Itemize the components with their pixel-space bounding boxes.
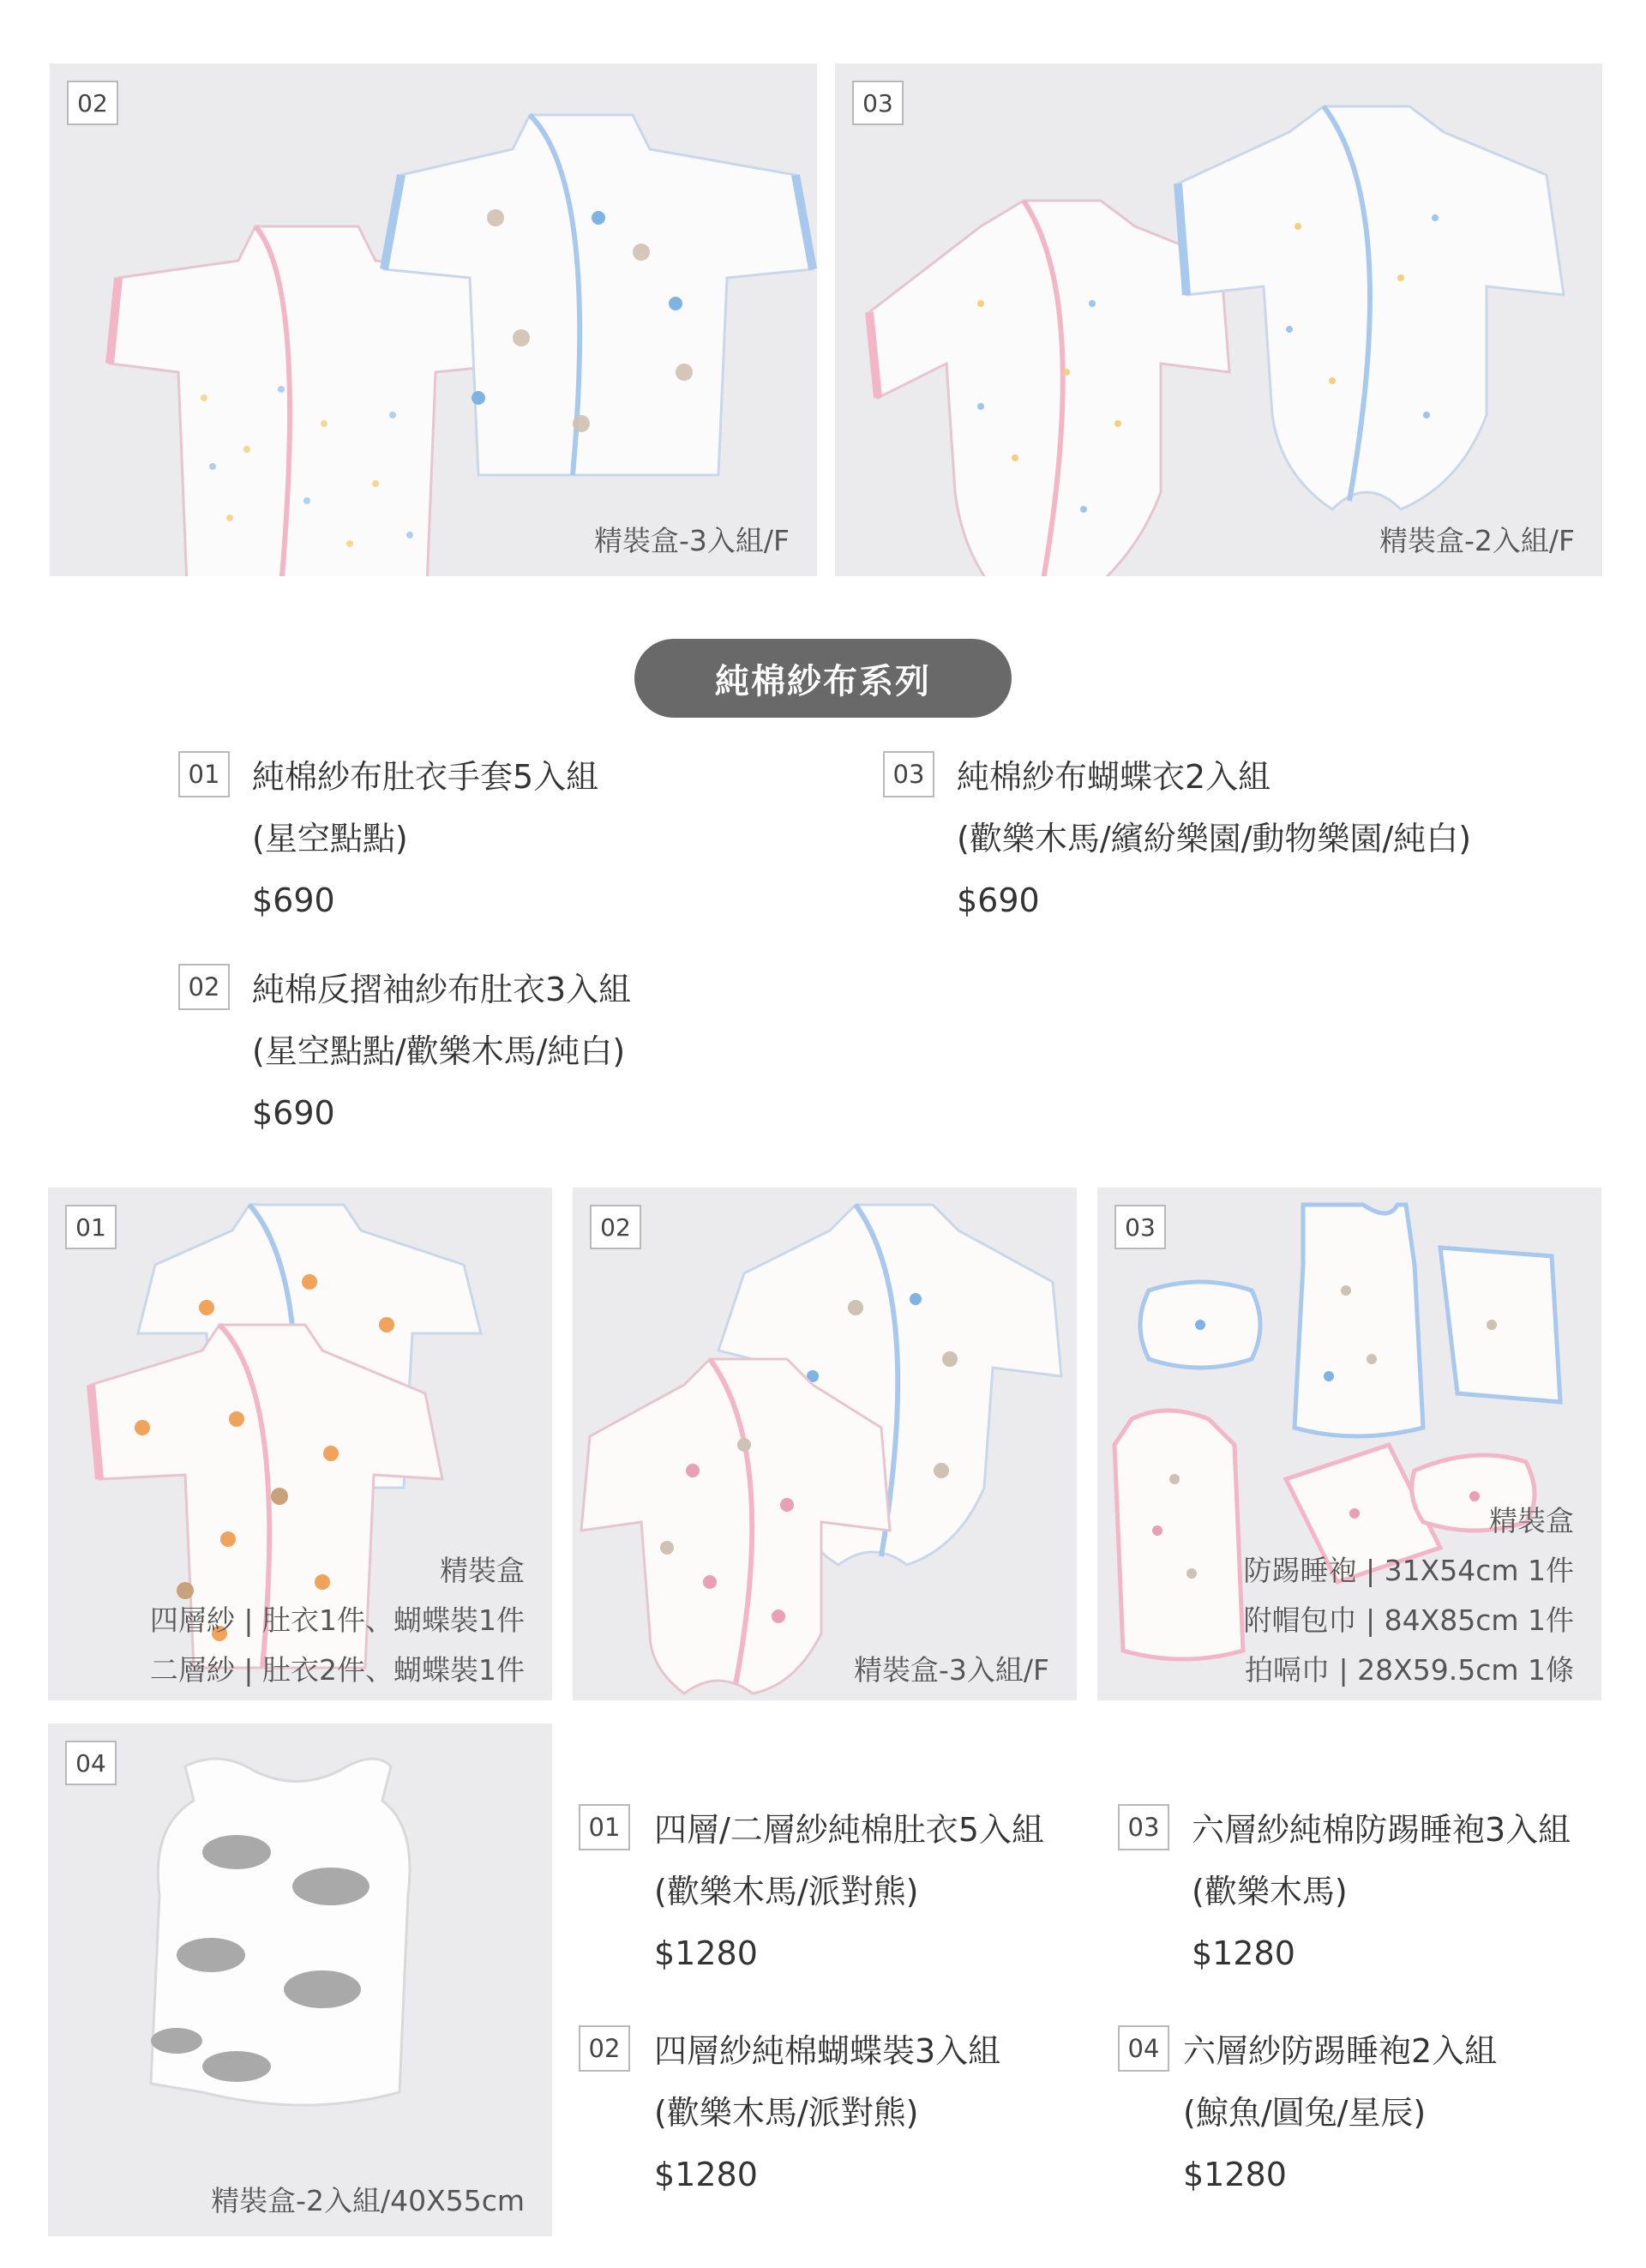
panel-caption	[211, 2176, 525, 2226]
item-text	[1192, 1799, 1571, 1984]
product-photo-panel-mid-03	[1097, 1188, 1601, 1700]
item-variants: (歡樂木馬/繽紛樂園/動物樂園/純白)	[957, 820, 1472, 857]
item-number-badge: 03	[883, 751, 934, 797]
panel-caption	[1379, 516, 1575, 566]
item-number-badge: 03	[1118, 1804, 1169, 1850]
item-text	[654, 2020, 1000, 2205]
butterfly-suits-photo	[573, 1188, 1077, 1700]
series-item-03	[883, 746, 1603, 943]
item-price: $690	[252, 881, 335, 919]
bottom-item-04	[1118, 2020, 1624, 2217]
caption-line: 精裝盒	[440, 1554, 525, 1587]
item-variants: (歡樂木馬/派對熊)	[654, 2094, 919, 2132]
caption-line: 精裝盒-2入組/F	[1379, 524, 1575, 557]
item-name: 純棉紗布肚衣手套5入組	[252, 758, 599, 796]
item-name: 純棉反摺袖紗布肚衣3入組	[252, 971, 632, 1008]
item-variants: (鯨魚/圓兔/星辰)	[1183, 2094, 1427, 2132]
item-text	[1183, 2020, 1497, 2205]
panel-number-badge: 02	[590, 1205, 641, 1249]
item-variants: (歡樂木馬)	[1192, 1873, 1348, 1910]
item-price: $1280	[1192, 1934, 1295, 1972]
caption-line: 防踢睡袍 | 31X54cm 1件	[1243, 1554, 1574, 1587]
panel-number-badge: 02	[67, 81, 118, 125]
item-number-badge: 01	[178, 751, 230, 797]
panel-caption	[854, 1645, 1049, 1695]
series-item-01	[178, 746, 778, 943]
item-number-badge: 02	[579, 2025, 630, 2072]
series-title-pill: 純棉紗布系列	[634, 639, 1012, 718]
caption-line: 精裝盒-2入組/40X55cm	[211, 2184, 525, 2217]
caption-line: 四層紗 | 肚衣1件、蝴蝶裝1件	[149, 1603, 525, 1637]
item-price: $1280	[654, 1934, 758, 1972]
item-text	[654, 1799, 1044, 1984]
item-price: $690	[957, 881, 1040, 919]
item-variants: (星空點點/歡樂木馬/純白)	[252, 1032, 626, 1070]
product-photo-panel-bottom-04	[48, 1724, 552, 2236]
bottom-item-02	[579, 2020, 1110, 2217]
caption-line: 精裝盒-3入組/F	[853, 1653, 1049, 1687]
bottom-item-01	[579, 1799, 1110, 1996]
panel-number-badge: 03	[852, 81, 904, 125]
item-variants: (歡樂木馬/派對熊)	[654, 1873, 919, 1910]
panel-caption	[1244, 1496, 1574, 1695]
item-name: 純棉紗布蝴蝶衣2入組	[957, 758, 1271, 796]
product-photo-panel-mid-01	[48, 1188, 552, 1700]
item-variants: (星空點點)	[252, 820, 408, 857]
item-text	[252, 959, 631, 1144]
product-photo-panel-top-03	[835, 63, 1602, 576]
whale-sleep-sack-photo	[48, 1724, 552, 2236]
item-name: 六層紗純棉防踢睡袍3入組	[1192, 1811, 1571, 1849]
item-price: $1280	[654, 2156, 758, 2193]
caption-line: 精裝盒-3入組/F	[593, 524, 790, 557]
product-photo-panel-top-02	[50, 63, 817, 576]
caption-line: 二層紗 | 肚衣2件、蝴蝶裝1件	[149, 1653, 525, 1687]
caption-line: 拍嗝巾 | 28X59.5cm 1條	[1245, 1653, 1574, 1687]
item-text	[252, 746, 598, 931]
series-item-02	[178, 959, 778, 1156]
caption-line: 附帽包巾 | 84X85cm 1件	[1243, 1603, 1574, 1637]
item-price: $1280	[1183, 2156, 1287, 2193]
panel-number-badge: 03	[1114, 1205, 1166, 1249]
panel-number-badge: 01	[65, 1205, 117, 1249]
product-photo-panel-mid-02	[573, 1188, 1077, 1700]
panel-caption	[594, 516, 790, 566]
item-name: 四層紗純棉蝴蝶裝3入組	[654, 2032, 1001, 2070]
item-name: 六層紗防踢睡袍2入組	[1183, 2032, 1498, 2070]
bottom-item-03	[1118, 1799, 1624, 1996]
item-text	[957, 746, 1471, 931]
baby-garments-photo	[50, 63, 817, 576]
item-name: 四層/二層紗純棉肚衣5入組	[654, 1811, 1044, 1849]
item-number-badge: 04	[1118, 2025, 1169, 2072]
panel-caption	[150, 1546, 525, 1695]
item-price: $690	[252, 1094, 335, 1132]
item-number-badge: 01	[579, 1804, 630, 1850]
butterfly-garments-photo	[835, 63, 1602, 576]
item-number-badge: 02	[178, 964, 230, 1010]
caption-line: 精裝盒	[1489, 1504, 1574, 1537]
panel-number-badge: 04	[65, 1741, 117, 1785]
